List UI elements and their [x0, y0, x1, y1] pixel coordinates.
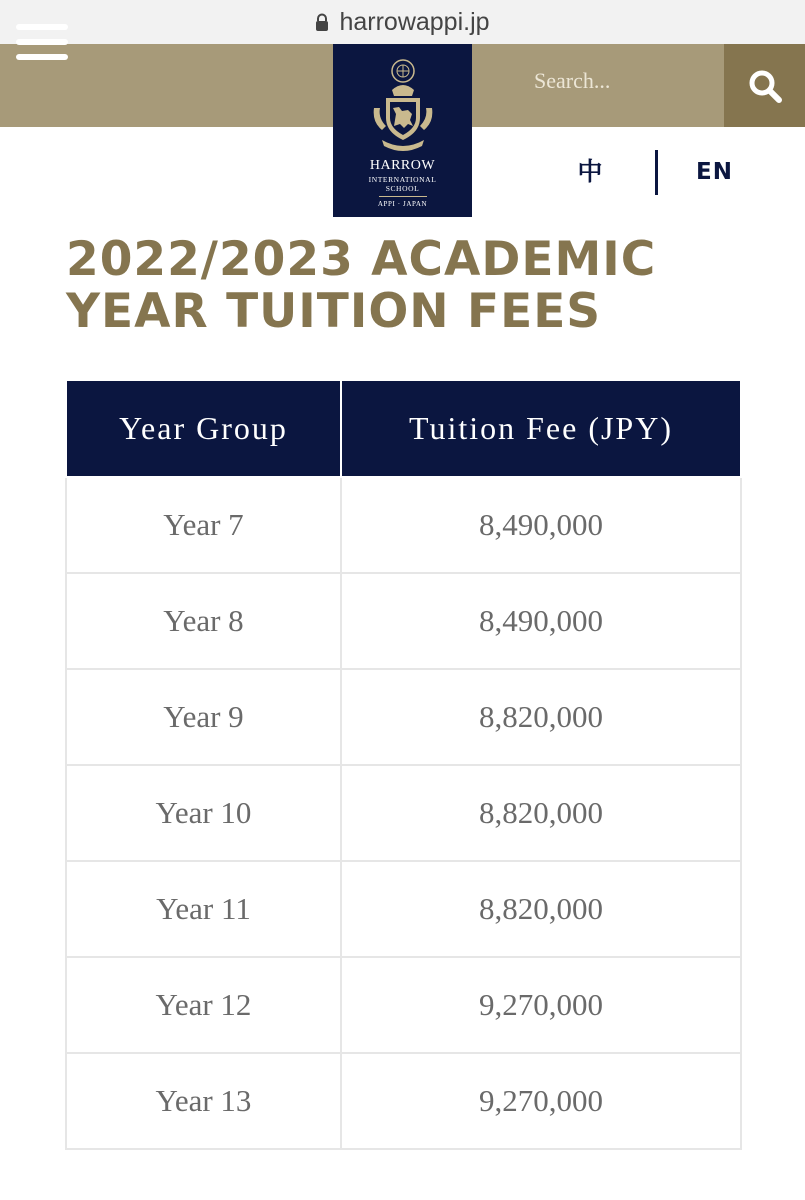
tuition-fee-cell: 8,820,000	[341, 861, 741, 957]
year-group-cell: Year 13	[66, 1053, 341, 1149]
logo-text-school: SCHOOL	[385, 184, 420, 193]
search-input[interactable]	[534, 58, 720, 104]
table-row	[66, 861, 741, 957]
school-logo[interactable]	[333, 44, 472, 217]
year-group-cell: Year 9	[66, 669, 341, 765]
page-title-line-2: YEAR TUITION FEES	[66, 284, 602, 339]
menu-icon[interactable]	[16, 24, 68, 60]
tuition-fee-cell: 8,490,000	[341, 477, 741, 573]
logo-text-harrow: HARROW	[369, 158, 436, 173]
table-row	[66, 669, 741, 765]
year-group-cell: Year 7	[66, 477, 341, 573]
year-group-cell: Year 12	[66, 957, 341, 1053]
column-header-tuition-fee: Tuition Fee (JPY)	[341, 380, 741, 477]
table-row	[66, 573, 741, 669]
search-button[interactable]	[724, 44, 805, 127]
language-chinese-link[interactable]: 中	[577, 157, 603, 186]
browser-url-bar[interactable]	[0, 0, 805, 44]
crest-icon	[368, 56, 438, 156]
lock-icon	[315, 13, 329, 31]
table-row	[66, 957, 741, 1053]
page-title-line-1: 2022/2023 ACADEMIC	[66, 232, 657, 287]
year-group-cell: Year 10	[66, 765, 341, 861]
tuition-fee-cell: 8,820,000	[341, 669, 741, 765]
page-title	[66, 234, 746, 338]
tuition-fee-cell: 8,490,000	[341, 573, 741, 669]
tuition-fee-cell: 9,270,000	[341, 1053, 741, 1149]
search-icon	[747, 68, 783, 104]
table-row	[66, 477, 741, 573]
tuition-fee-table	[65, 379, 742, 1150]
year-group-cell: Year 8	[66, 573, 341, 669]
logo-text-international: INTERNATIONAL	[368, 175, 437, 184]
tuition-fee-cell: 9,270,000	[341, 957, 741, 1053]
table-header-row	[66, 380, 741, 477]
table-row	[66, 765, 741, 861]
language-english-link[interactable]: EN	[696, 159, 733, 185]
language-divider	[655, 150, 658, 195]
logo-divider	[379, 196, 427, 197]
table-row	[66, 1053, 741, 1149]
logo-text-location: APPI · JAPAN	[377, 200, 428, 208]
column-header-year-group: Year Group	[66, 380, 341, 477]
url-text: harrowappi.jp	[339, 7, 490, 36]
tuition-fee-cell: 8,820,000	[341, 765, 741, 861]
year-group-cell: Year 11	[66, 861, 341, 957]
